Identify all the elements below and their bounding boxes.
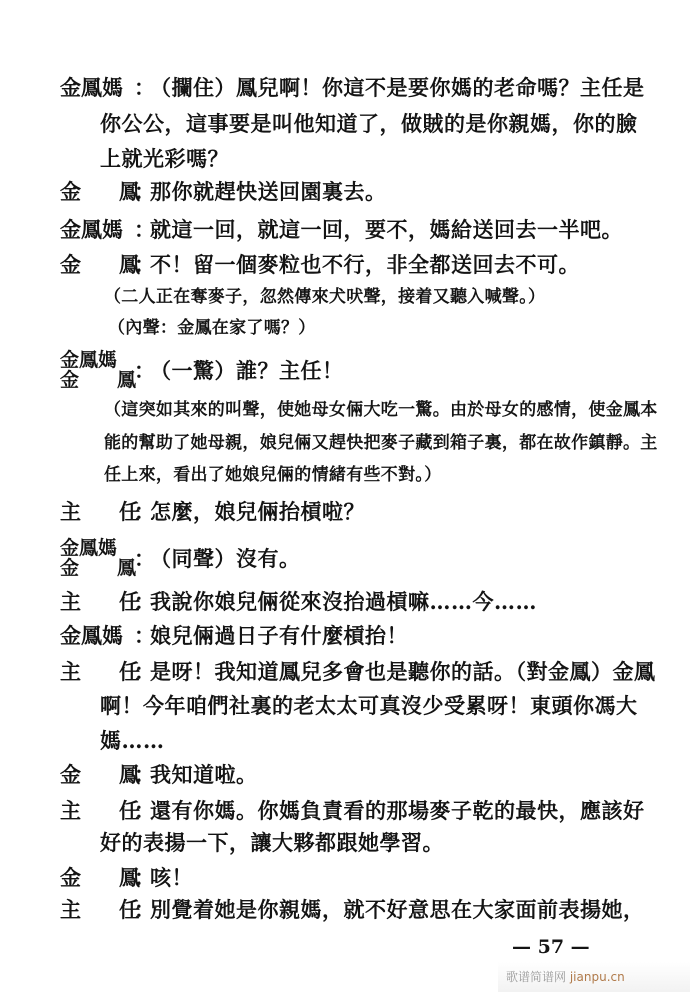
dialogue-line: [0, 828, 690, 858]
dialogue-text: 咳！: [150, 865, 193, 890]
dialogue-text: 我知道啦。: [150, 762, 258, 787]
dialogue-line: [0, 621, 690, 651]
stage-direction: [0, 282, 690, 312]
dialogue-text: （攔住）鳳兒啊！你這不是要你媽的老命嗎？主任是: [150, 75, 645, 100]
speaker-char: 主: [60, 798, 81, 823]
speaker: [60, 863, 140, 893]
colon: ：: [134, 546, 155, 571]
stage-direction-text: （二人正在奪麥子，忽然傳來犬吠聲，接着又聽入喊聲。）: [104, 287, 546, 307]
speaker: [60, 497, 140, 527]
dialogue-text: 是呀！我知道鳳兒多會也是聽你的話。（對金鳳）金鳳: [150, 659, 656, 684]
speaker-char: 主: [60, 499, 81, 524]
speaker-pair: [60, 350, 136, 390]
speaker: [60, 796, 140, 826]
speaker-char: 主: [60, 589, 81, 614]
speaker: 金鳳媽: [60, 75, 123, 100]
dialogue-line: [0, 726, 690, 756]
stage-direction: [0, 428, 690, 458]
speaker: 金鳳媽: [60, 349, 118, 371]
dialogue-text: 好的表揚一下，讓大夥都跟她學習。: [100, 830, 444, 855]
stage-direction-text: （內聲：金鳳在家了嗎？）: [108, 318, 316, 338]
colon: ：: [134, 179, 155, 204]
dialogue-text: 還有你媽。你媽負責看的那場麥子乾的最快，應該好: [150, 798, 645, 823]
dialogue-line: [0, 691, 690, 721]
speaker-char: 鳳: [119, 179, 140, 204]
dialogue-text: 怎麼，娘兒倆抬槓啦？: [150, 499, 365, 524]
speaker: 金鳳媽: [60, 537, 118, 559]
speaker-char: 鳳: [119, 252, 140, 277]
dialogue-line: [0, 350, 690, 394]
dialogue-line: [0, 863, 690, 893]
speaker-char: 金: [60, 762, 81, 787]
stage-direction-text: （這突如其來的叫聲，使她母女倆大吃一驚。由於母女的感情，使金鳳本: [104, 400, 658, 420]
speaker-char: 金: [60, 557, 80, 579]
dialogue-line: [0, 497, 690, 527]
colon: ：: [134, 897, 155, 922]
stage-direction-text: 任上來，看出了她娘兒倆的情緒有些不對。）: [104, 465, 442, 485]
stage-direction: [0, 313, 690, 343]
speaker: 金鳳媽: [60, 623, 123, 648]
speaker-char: 金: [60, 369, 80, 391]
dialogue-text: （一驚）誰？主任！: [150, 358, 344, 383]
watermark: [498, 962, 690, 992]
speaker-char: 金: [60, 865, 81, 890]
stage-direction: [0, 460, 690, 490]
dialogue-line: [0, 587, 690, 617]
speaker-char: 主: [60, 659, 81, 684]
speaker-char: 任: [119, 798, 140, 823]
speaker-char: 鳳: [119, 762, 140, 787]
page-number: — 57 —: [512, 936, 590, 958]
colon: ：: [134, 865, 155, 890]
colon: ：: [134, 217, 155, 242]
speaker: [60, 587, 140, 617]
speaker-char: 鳳: [116, 369, 136, 391]
dialogue-line: [0, 215, 690, 245]
colon: ：: [134, 659, 155, 684]
speaker-char: 主: [60, 897, 81, 922]
dialogue-text: 上就光彩嗎？: [100, 146, 229, 171]
speaker: [60, 177, 140, 207]
speaker-pair: [60, 538, 136, 578]
dialogue-line: [0, 73, 690, 103]
dialogue-line: [0, 538, 690, 582]
dialogue-text: 你公公，這事要是叫他知道了，做賊的是你親媽，你的臉: [100, 111, 638, 136]
dialogue-text: 那你就趕快送回園裏去。: [150, 179, 387, 204]
colon: ：: [134, 589, 155, 614]
colon: ：: [134, 798, 155, 823]
speaker-char: 金: [60, 252, 81, 277]
colon: ：: [134, 252, 155, 277]
speaker-char: 任: [119, 659, 140, 684]
dialogue-line: [0, 144, 690, 174]
colon: ：: [134, 499, 155, 524]
dialogue-line: [0, 895, 690, 925]
dialogue-text: 就這一回，就這一回，要不，媽給送回去一半吧。: [150, 217, 623, 242]
stage-direction-text: 能的幫助了她母親，娘兒倆又趕快把麥子藏到箱子裏，都在故作鎮靜。主: [104, 433, 658, 453]
speaker-char: 金: [60, 179, 81, 204]
colon: ：: [134, 762, 155, 787]
speaker-char: 任: [119, 499, 140, 524]
dialogue-line: [0, 657, 690, 687]
dialogue-line: [0, 760, 690, 790]
stage-direction: [0, 395, 690, 425]
speaker: [60, 250, 140, 280]
speaker: 金鳳媽: [60, 217, 123, 242]
dialogue-text: 我說你娘兒倆從來沒抬過槓嘛……今……: [150, 589, 537, 614]
speaker-char: 任: [119, 897, 140, 922]
speaker: [60, 657, 140, 687]
dialogue-line: [0, 250, 690, 280]
speaker: [60, 760, 140, 790]
dialogue-text: 不！留一個麥粒也不行，非全都送回去不可。: [150, 252, 580, 277]
colon: ：: [134, 75, 155, 100]
dialogue-text: 媽……: [100, 728, 165, 753]
speaker: [60, 895, 140, 925]
dialogue-line: [0, 796, 690, 826]
colon: ：: [134, 623, 155, 648]
dialogue-text: 別覺着她是你親媽，就不好意思在大家面前表揚她，: [150, 897, 645, 922]
speaker-char: 鳳: [119, 865, 140, 890]
speaker-char: 任: [119, 589, 140, 614]
dialogue-text: 啊！今年咱們社裏的老太太可真沒少受累呀！東頭你馮大: [100, 693, 638, 718]
dialogue-text: （同聲）沒有。: [150, 546, 301, 571]
watermark-en: jianpu.cn: [569, 970, 625, 984]
dialogue-line: [0, 177, 690, 207]
dialogue-text: 娘兒倆過日子有什麼槓抬！: [150, 623, 408, 648]
watermark-cn: 歌谱简谱网: [506, 970, 567, 984]
speaker-char: 鳳: [116, 557, 136, 579]
colon: ：: [134, 358, 155, 383]
dialogue-line: [0, 109, 690, 139]
